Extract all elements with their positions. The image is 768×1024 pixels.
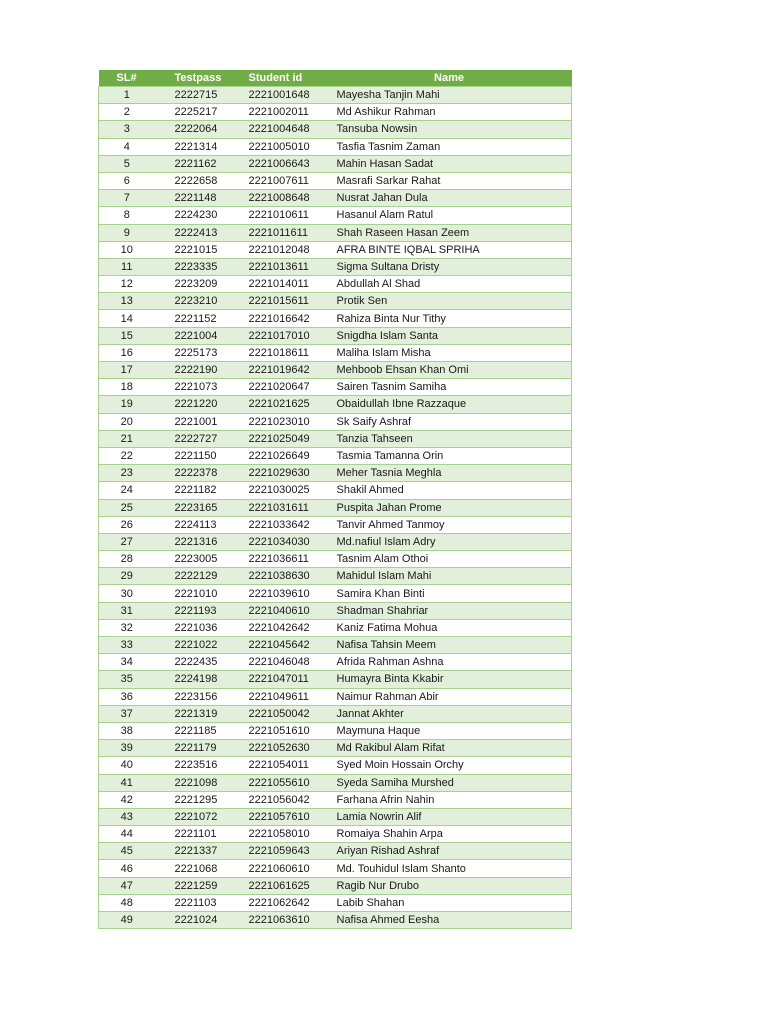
cell-name: Meher Tasnia Meghla [327, 465, 572, 482]
cell-name: Mahidul Islam Mahi [327, 568, 572, 585]
cell-student-id: 2221060610 [239, 860, 327, 877]
cell-sl: 31 [99, 602, 155, 619]
cell-name: Md.nafiul Islam Adry [327, 533, 572, 550]
cell-name: Nusrat Jahan Dula [327, 190, 572, 207]
cell-testpass: 2224230 [155, 207, 239, 224]
cell-student-id: 2221007611 [239, 172, 327, 189]
cell-name: Abdullah Al Shad [327, 276, 572, 293]
cell-sl: 2 [99, 104, 155, 121]
table-row [99, 482, 572, 499]
table-row [99, 362, 572, 379]
cell-sl: 8 [99, 207, 155, 224]
cell-student-id: 2221016642 [239, 310, 327, 327]
table-row [99, 241, 572, 258]
cell-name: Masrafi Sarkar Rahat [327, 172, 572, 189]
cell-testpass: 2222658 [155, 172, 239, 189]
cell-name: Syeda Samiha Murshed [327, 774, 572, 791]
cell-student-id: 2221031611 [239, 499, 327, 516]
cell-student-id: 2221036611 [239, 551, 327, 568]
cell-student-id: 2221050042 [239, 705, 327, 722]
cell-name: Syed Moin Hossain Orchy [327, 757, 572, 774]
cell-testpass: 2221001 [155, 413, 239, 430]
cell-sl: 38 [99, 722, 155, 739]
cell-sl: 30 [99, 585, 155, 602]
cell-student-id: 2221046048 [239, 654, 327, 671]
cell-student-id: 2221054011 [239, 757, 327, 774]
cell-student-id: 2221006643 [239, 155, 327, 172]
table-row [99, 190, 572, 207]
cell-name: Tanzia Tahseen [327, 430, 572, 447]
cell-student-id: 2221052630 [239, 740, 327, 757]
table-row [99, 104, 572, 121]
table-row [99, 826, 572, 843]
cell-sl: 28 [99, 551, 155, 568]
cell-student-id: 2221002011 [239, 104, 327, 121]
cell-student-id: 2221039610 [239, 585, 327, 602]
cell-testpass: 2221098 [155, 774, 239, 791]
cell-sl: 26 [99, 516, 155, 533]
cell-testpass: 2222378 [155, 465, 239, 482]
cell-testpass: 2223516 [155, 757, 239, 774]
cell-name: Samira Khan Binti [327, 585, 572, 602]
cell-testpass: 2224113 [155, 516, 239, 533]
cell-student-id: 2221034030 [239, 533, 327, 550]
cell-testpass: 2225173 [155, 344, 239, 361]
cell-name: Mayesha Tanjin Mahi [327, 87, 572, 104]
cell-name: Shadman Shahriar [327, 602, 572, 619]
cell-name: Mahin Hasan Sadat [327, 155, 572, 172]
table-row [99, 877, 572, 894]
cell-testpass: 2223209 [155, 276, 239, 293]
cell-name: Afrida Rahman Ashna [327, 654, 572, 671]
cell-student-id: 2221057610 [239, 808, 327, 825]
cell-sl: 20 [99, 413, 155, 430]
cell-testpass: 2221295 [155, 791, 239, 808]
cell-student-id: 2221001648 [239, 87, 327, 104]
cell-student-id: 2221015611 [239, 293, 327, 310]
cell-testpass: 2221182 [155, 482, 239, 499]
cell-name: Mehboob Ehsan Khan Omi [327, 362, 572, 379]
cell-testpass: 2221220 [155, 396, 239, 413]
table-row [99, 465, 572, 482]
table-row [99, 843, 572, 860]
cell-name: Jannat Akhter [327, 705, 572, 722]
cell-name: Ariyan Rishad Ashraf [327, 843, 572, 860]
cell-testpass: 2223156 [155, 688, 239, 705]
table-row [99, 533, 572, 550]
cell-name: Tasnim Alam Othoi [327, 551, 572, 568]
cell-name: Shah Raseen Hasan Zeem [327, 224, 572, 241]
cell-sl: 43 [99, 808, 155, 825]
cell-student-id: 2221010611 [239, 207, 327, 224]
cell-name: Protik Sen [327, 293, 572, 310]
header-row [99, 70, 572, 87]
cell-student-id: 2221045642 [239, 637, 327, 654]
table-row [99, 654, 572, 671]
table-header [99, 70, 572, 87]
table-row [99, 87, 572, 104]
cell-testpass: 2221101 [155, 826, 239, 843]
cell-name: Humayra Binta Kkabir [327, 671, 572, 688]
cell-sl: 40 [99, 757, 155, 774]
table-row [99, 224, 572, 241]
cell-testpass: 2221152 [155, 310, 239, 327]
cell-name: Puspita Jahan Prome [327, 499, 572, 516]
cell-sl: 45 [99, 843, 155, 860]
cell-testpass: 2221314 [155, 138, 239, 155]
cell-testpass: 2222190 [155, 362, 239, 379]
cell-student-id: 2221005010 [239, 138, 327, 155]
cell-testpass: 2221103 [155, 894, 239, 911]
cell-sl: 27 [99, 533, 155, 550]
cell-testpass: 2221185 [155, 722, 239, 739]
cell-name: Farhana Afrin Nahin [327, 791, 572, 808]
cell-student-id: 2221026649 [239, 447, 327, 464]
table-row [99, 688, 572, 705]
cell-testpass: 2223335 [155, 258, 239, 275]
table-row [99, 379, 572, 396]
cell-student-id: 2221051610 [239, 722, 327, 739]
cell-sl: 14 [99, 310, 155, 327]
cell-sl: 12 [99, 276, 155, 293]
cell-student-id: 2221020647 [239, 379, 327, 396]
cell-student-id: 2221008648 [239, 190, 327, 207]
cell-sl: 49 [99, 912, 155, 929]
table-row [99, 276, 572, 293]
cell-student-id: 2221049611 [239, 688, 327, 705]
cell-sl: 19 [99, 396, 155, 413]
cell-name: Naimur Rahman Abir [327, 688, 572, 705]
cell-sl: 36 [99, 688, 155, 705]
table-row [99, 447, 572, 464]
cell-sl: 25 [99, 499, 155, 516]
cell-sl: 34 [99, 654, 155, 671]
student-table [98, 70, 572, 929]
column-header-name: Name [327, 70, 572, 87]
cell-student-id: 2221061625 [239, 877, 327, 894]
table-body [99, 87, 572, 929]
cell-name: Sairen Tasnim Samiha [327, 379, 572, 396]
cell-student-id: 2221017010 [239, 327, 327, 344]
cell-sl: 42 [99, 791, 155, 808]
table-row [99, 757, 572, 774]
table-row [99, 138, 572, 155]
table-row [99, 310, 572, 327]
cell-sl: 15 [99, 327, 155, 344]
table-row [99, 551, 572, 568]
cell-name: Maliha Islam Misha [327, 344, 572, 361]
table-row [99, 722, 572, 739]
table-row [99, 121, 572, 138]
table-row [99, 671, 572, 688]
cell-name: Md. Touhidul Islam Shanto [327, 860, 572, 877]
cell-name: Sigma Sultana Dristy [327, 258, 572, 275]
table-row [99, 499, 572, 516]
cell-sl: 5 [99, 155, 155, 172]
cell-student-id: 2221018611 [239, 344, 327, 361]
table-row [99, 791, 572, 808]
column-header-testpass: Testpass [155, 70, 239, 87]
table-row [99, 155, 572, 172]
cell-student-id: 2221013611 [239, 258, 327, 275]
cell-sl: 16 [99, 344, 155, 361]
cell-name: Kaniz Fatima Mohua [327, 619, 572, 636]
table-row [99, 912, 572, 929]
cell-testpass: 2221072 [155, 808, 239, 825]
cell-student-id: 2221033642 [239, 516, 327, 533]
cell-student-id: 2221047011 [239, 671, 327, 688]
cell-testpass: 2221010 [155, 585, 239, 602]
cell-student-id: 2221014011 [239, 276, 327, 293]
table-row [99, 172, 572, 189]
table-row [99, 808, 572, 825]
cell-sl: 7 [99, 190, 155, 207]
cell-testpass: 2222064 [155, 121, 239, 138]
table-row [99, 774, 572, 791]
cell-name: Ragib Nur Drubo [327, 877, 572, 894]
table-row [99, 619, 572, 636]
cell-sl: 23 [99, 465, 155, 482]
cell-sl: 47 [99, 877, 155, 894]
cell-sl: 33 [99, 637, 155, 654]
cell-student-id: 2221038630 [239, 568, 327, 585]
cell-testpass: 2222727 [155, 430, 239, 447]
cell-sl: 10 [99, 241, 155, 258]
cell-sl: 22 [99, 447, 155, 464]
cell-sl: 46 [99, 860, 155, 877]
cell-testpass: 2221015 [155, 241, 239, 258]
cell-testpass: 2223210 [155, 293, 239, 310]
cell-testpass: 2221022 [155, 637, 239, 654]
cell-sl: 29 [99, 568, 155, 585]
cell-name: Hasanul Alam Ratul [327, 207, 572, 224]
cell-student-id: 2221011611 [239, 224, 327, 241]
cell-student-id: 2221042642 [239, 619, 327, 636]
cell-name: Shakil Ahmed [327, 482, 572, 499]
cell-student-id: 2221025049 [239, 430, 327, 447]
cell-sl: 48 [99, 894, 155, 911]
cell-sl: 6 [99, 172, 155, 189]
cell-student-id: 2221055610 [239, 774, 327, 791]
cell-name: AFRA BINTE IQBAL SPRIHA [327, 241, 572, 258]
cell-sl: 17 [99, 362, 155, 379]
cell-student-id: 2221059643 [239, 843, 327, 860]
table-row [99, 740, 572, 757]
cell-sl: 9 [99, 224, 155, 241]
cell-name: Nafisa Tahsin Meem [327, 637, 572, 654]
table-row [99, 258, 572, 275]
cell-sl: 18 [99, 379, 155, 396]
cell-student-id: 2221062642 [239, 894, 327, 911]
cell-name: Obaidullah Ibne Razzaque [327, 396, 572, 413]
cell-student-id: 2221004648 [239, 121, 327, 138]
cell-sl: 13 [99, 293, 155, 310]
cell-name: Maymuna Haque [327, 722, 572, 739]
cell-testpass: 2221193 [155, 602, 239, 619]
cell-testpass: 2221004 [155, 327, 239, 344]
table-row [99, 860, 572, 877]
cell-name: Nafisa Ahmed Eesha [327, 912, 572, 929]
table-row [99, 327, 572, 344]
cell-student-id: 2221029630 [239, 465, 327, 482]
cell-testpass: 2222129 [155, 568, 239, 585]
cell-student-id: 2221040610 [239, 602, 327, 619]
cell-sl: 24 [99, 482, 155, 499]
cell-name: Romaiya Shahin Arpa [327, 826, 572, 843]
cell-name: Rahiza Binta Nur Tithy [327, 310, 572, 327]
cell-student-id: 2221056042 [239, 791, 327, 808]
cell-student-id: 2221019642 [239, 362, 327, 379]
table-row [99, 413, 572, 430]
cell-name: Sk Saify Ashraf [327, 413, 572, 430]
cell-testpass: 2221179 [155, 740, 239, 757]
cell-sl: 21 [99, 430, 155, 447]
table-row [99, 293, 572, 310]
cell-name: Lamia Nowrin Alif [327, 808, 572, 825]
table-row [99, 568, 572, 585]
table-row [99, 396, 572, 413]
cell-name: Md Ashikur Rahman [327, 104, 572, 121]
cell-name: Tanvir Ahmed Tanmoy [327, 516, 572, 533]
cell-sl: 41 [99, 774, 155, 791]
table-row [99, 585, 572, 602]
cell-sl: 1 [99, 87, 155, 104]
table-row [99, 602, 572, 619]
cell-testpass: 2221316 [155, 533, 239, 550]
table-row [99, 516, 572, 533]
cell-student-id: 2221021625 [239, 396, 327, 413]
cell-sl: 35 [99, 671, 155, 688]
cell-student-id: 2221063610 [239, 912, 327, 929]
cell-name: Md Rakibul Alam Rifat [327, 740, 572, 757]
cell-testpass: 2224198 [155, 671, 239, 688]
cell-testpass: 2221073 [155, 379, 239, 396]
table-row [99, 894, 572, 911]
table-row [99, 637, 572, 654]
table-row [99, 207, 572, 224]
cell-testpass: 2221319 [155, 705, 239, 722]
cell-sl: 32 [99, 619, 155, 636]
column-header-sl: SL# [99, 70, 155, 87]
cell-sl: 44 [99, 826, 155, 843]
table-row [99, 705, 572, 722]
cell-testpass: 2221148 [155, 190, 239, 207]
cell-student-id: 2221058010 [239, 826, 327, 843]
cell-testpass: 2222435 [155, 654, 239, 671]
cell-student-id: 2221023010 [239, 413, 327, 430]
cell-name: Tasmia Tamanna Orin [327, 447, 572, 464]
cell-testpass: 2221259 [155, 877, 239, 894]
cell-sl: 39 [99, 740, 155, 757]
cell-testpass: 2221150 [155, 447, 239, 464]
cell-testpass: 2225217 [155, 104, 239, 121]
table-row [99, 430, 572, 447]
cell-testpass: 2223005 [155, 551, 239, 568]
cell-name: Tasfia Tasnim Zaman [327, 138, 572, 155]
cell-sl: 37 [99, 705, 155, 722]
table-row [99, 344, 572, 361]
cell-name: Tansuba Nowsin [327, 121, 572, 138]
cell-student-id: 2221030025 [239, 482, 327, 499]
cell-testpass: 2221024 [155, 912, 239, 929]
cell-testpass: 2221068 [155, 860, 239, 877]
cell-testpass: 2221036 [155, 619, 239, 636]
cell-sl: 4 [99, 138, 155, 155]
cell-testpass: 2222413 [155, 224, 239, 241]
cell-sl: 3 [99, 121, 155, 138]
cell-testpass: 2221337 [155, 843, 239, 860]
cell-name: Labib Shahan [327, 894, 572, 911]
cell-student-id: 2221012048 [239, 241, 327, 258]
cell-name: Snigdha Islam Santa [327, 327, 572, 344]
cell-testpass: 2223165 [155, 499, 239, 516]
cell-sl: 11 [99, 258, 155, 275]
cell-testpass: 2221162 [155, 155, 239, 172]
column-header-student-id: Student id [239, 70, 327, 87]
cell-testpass: 2222715 [155, 87, 239, 104]
